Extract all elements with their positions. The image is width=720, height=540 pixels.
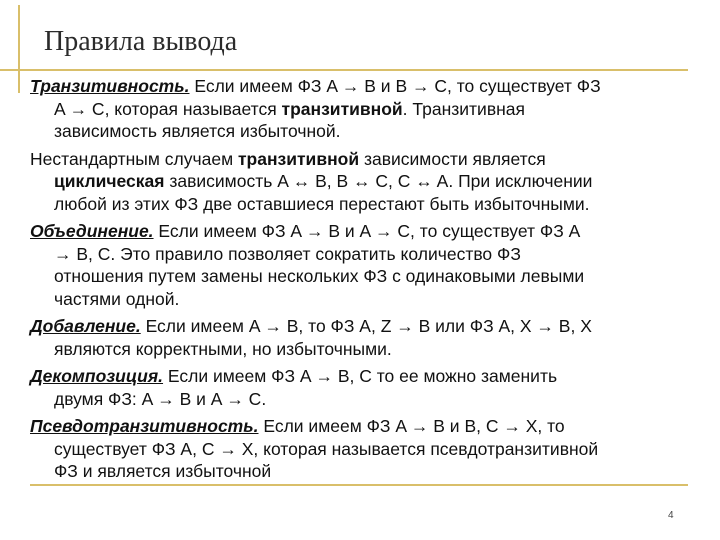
footer-divider-line xyxy=(30,484,688,486)
union-line-1: Если имеем ФЗ A → B и A → C, то существует ФЗ A xyxy=(153,221,581,241)
cyclic-line-3: любой из этих ФЗ две оставшиеся перестают быть избыточными. xyxy=(54,193,590,214)
rule-decomposition xyxy=(30,365,690,410)
decorative-vertical-line xyxy=(18,5,20,93)
term-transitivity: Транзитивность. xyxy=(30,76,190,96)
union-line-3: отношения путем замены нескольких ФЗ с одинаковыми левыми xyxy=(54,266,585,286)
union-line-2: → B, C. Это правило позволяет сократить количество ФЗ xyxy=(54,243,521,264)
augmentation-line-1: Если имеем A → B, то ФЗ A, Z → B или ФЗ A, X → B, X xyxy=(140,316,592,336)
slide-title: Правила вывода xyxy=(44,26,238,57)
term-union: Объединение. xyxy=(30,221,154,241)
rule-pseudotransitivity xyxy=(30,415,690,483)
cyclic-bold-word: циклическая xyxy=(54,171,165,191)
transitivity-bold-word: транзитивной xyxy=(281,98,403,119)
rule-union xyxy=(30,220,690,310)
term-decomposition: Декомпозиция. xyxy=(30,366,164,386)
title-divider-line xyxy=(0,69,688,71)
cyclic-line-1a: Нестандартным случаем xyxy=(30,148,238,169)
pseudotransitivity-line-3: ФЗ и является избыточной xyxy=(54,461,272,481)
cyclic-line-1b: зависимости является xyxy=(359,148,546,169)
transitivity-line-2-wrap xyxy=(30,98,690,121)
page-number: 4 xyxy=(668,510,674,521)
cyclic-bold-transitive: транзитивной xyxy=(237,148,360,169)
term-augmentation: Добавление. xyxy=(30,316,141,336)
rule-augmentation xyxy=(30,315,690,360)
transitivity-line-2-end: . Транзитивная xyxy=(402,98,525,119)
rule-cyclic xyxy=(30,148,690,216)
transitivity-line-1: Если имеем ФЗ A → B и B → C, то существует ФЗ xyxy=(189,76,601,96)
transitivity-line-3: зависимость является избыточной. xyxy=(54,121,341,141)
pseudotransitivity-line-2: существует ФЗ A, C → X, которая называется псевдотранзитивной xyxy=(54,438,599,459)
slide-content xyxy=(30,75,690,488)
decomposition-line-1: Если имеем ФЗ A → B, C то ее можно заменить xyxy=(163,366,558,386)
decomposition-line-2: двумя ФЗ: A → B и A → C. xyxy=(54,388,267,409)
term-pseudotransitivity: Псевдотранзитивность. xyxy=(30,416,259,436)
cyclic-line-2-wrap xyxy=(30,170,690,193)
pseudotransitivity-line-1: Если имеем ФЗ A → B и B, C → X, то xyxy=(258,416,565,436)
transitivity-line-2: A → C, которая называется xyxy=(54,98,282,119)
cyclic-line-2: зависимость A ↔ B, B ↔ C, C ↔ A. При исключении xyxy=(164,171,593,191)
augmentation-line-2: являются корректными, но избыточными. xyxy=(54,338,392,359)
union-line-4: частями одной. xyxy=(54,288,180,309)
rule-transitivity xyxy=(30,75,690,143)
